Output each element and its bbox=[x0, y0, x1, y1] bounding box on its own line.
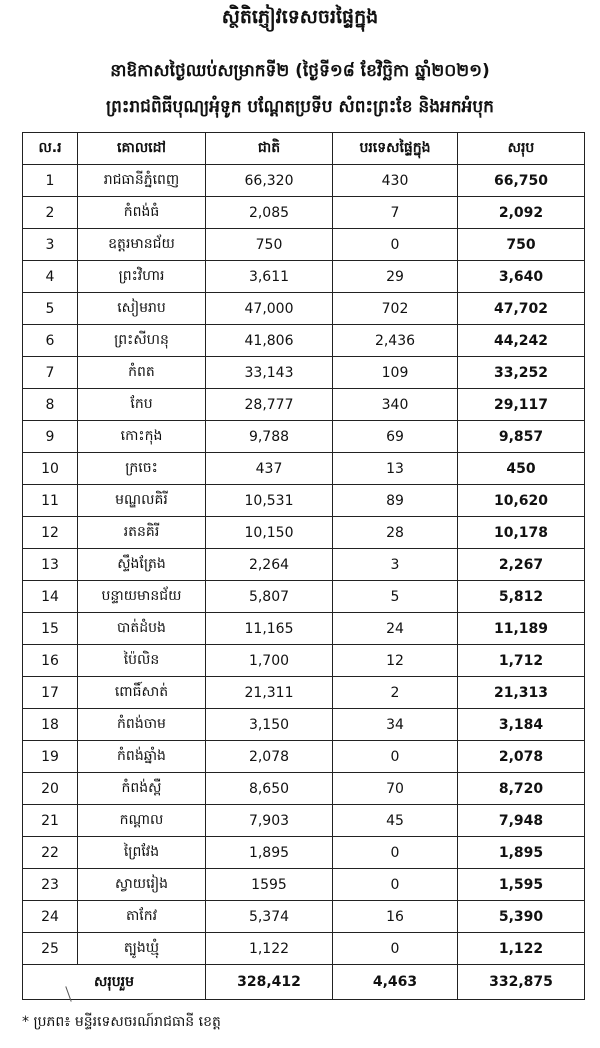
header-destination: គោលដៅ bbox=[78, 133, 206, 165]
row-foreign: 29 bbox=[333, 261, 458, 293]
title-line-2: នាឱកាសថ្ងៃឈប់សម្រាកទី២ (ថ្ងៃទី១៨ ខែវិច្ឆិកា ឆ្នាំ២០២១) bbox=[110, 61, 490, 81]
row-national: 7,903 bbox=[206, 805, 333, 837]
row-national: 2,264 bbox=[206, 549, 333, 581]
row-number: 18 bbox=[23, 709, 78, 741]
row-destination: កំពត bbox=[78, 357, 206, 389]
row-national: 10,531 bbox=[206, 485, 333, 517]
row-number: 25 bbox=[23, 933, 78, 965]
row-foreign: 70 bbox=[333, 773, 458, 805]
row-national: 3,150 bbox=[206, 709, 333, 741]
row-national: 47,000 bbox=[206, 293, 333, 325]
row-destination: តាកែវ bbox=[78, 901, 206, 933]
row-destination: ស្ទឹងត្រែង bbox=[78, 549, 206, 581]
row-total: 44,242 bbox=[458, 325, 585, 357]
row-total: 21,313 bbox=[458, 677, 585, 709]
row-number: 10 bbox=[23, 453, 78, 485]
row-number: 11 bbox=[23, 485, 78, 517]
table-row bbox=[23, 805, 585, 837]
row-destination: ព្រះសីហនុ bbox=[78, 325, 206, 357]
row-foreign: 45 bbox=[333, 805, 458, 837]
row-national: 1,700 bbox=[206, 645, 333, 677]
table-row bbox=[23, 421, 585, 453]
row-destination: កំពង់ស្ពឺ bbox=[78, 773, 206, 805]
row-number: 15 bbox=[23, 613, 78, 645]
row-total: 47,702 bbox=[458, 293, 585, 325]
row-foreign: 0 bbox=[333, 229, 458, 261]
row-national: 1,122 bbox=[206, 933, 333, 965]
row-foreign: 5 bbox=[333, 581, 458, 613]
row-national: 2,085 bbox=[206, 197, 333, 229]
table-row bbox=[23, 165, 585, 197]
title-line-3: ព្រះរាជពិធីបុណ្យអុំទូក បណ្តែតប្រទីប សំពះព្រះខែ និងអកអំបុក bbox=[106, 97, 494, 117]
table-header-row bbox=[23, 133, 585, 165]
row-number: 14 bbox=[23, 581, 78, 613]
row-foreign: 340 bbox=[333, 389, 458, 421]
header-foreign: បរទេសផ្ទៃក្នុង bbox=[333, 133, 458, 165]
row-total: 8,720 bbox=[458, 773, 585, 805]
row-national: 2,078 bbox=[206, 741, 333, 773]
row-destination: ប៉ៃលិន bbox=[78, 645, 206, 677]
row-destination: កំពង់ចាម bbox=[78, 709, 206, 741]
row-destination: ព្រះវិហារ bbox=[78, 261, 206, 293]
row-destination: ត្បូងឃ្មុំ bbox=[78, 933, 206, 965]
row-national: 3,611 bbox=[206, 261, 333, 293]
table-row bbox=[23, 293, 585, 325]
table-body bbox=[23, 165, 585, 965]
row-total: 750 bbox=[458, 229, 585, 261]
table-row bbox=[23, 933, 585, 965]
row-destination: ពោធិ៍សាត់ bbox=[78, 677, 206, 709]
row-national: 41,806 bbox=[206, 325, 333, 357]
row-total: 3,184 bbox=[458, 709, 585, 741]
table-row bbox=[23, 229, 585, 261]
row-number: 24 bbox=[23, 901, 78, 933]
row-foreign: 430 bbox=[333, 165, 458, 197]
row-foreign: 0 bbox=[333, 741, 458, 773]
row-destination: សៀមរាប bbox=[78, 293, 206, 325]
table-row bbox=[23, 869, 585, 901]
row-national: 28,777 bbox=[206, 389, 333, 421]
row-total: 2,092 bbox=[458, 197, 585, 229]
row-foreign: 12 bbox=[333, 645, 458, 677]
row-national: 10,150 bbox=[206, 517, 333, 549]
row-total: 33,252 bbox=[458, 357, 585, 389]
row-foreign: 34 bbox=[333, 709, 458, 741]
row-number: 2 bbox=[23, 197, 78, 229]
row-foreign: 28 bbox=[333, 517, 458, 549]
header-total: សរុប bbox=[458, 133, 585, 165]
row-total: 2,078 bbox=[458, 741, 585, 773]
row-foreign: 24 bbox=[333, 613, 458, 645]
row-foreign: 3 bbox=[333, 549, 458, 581]
table-row bbox=[23, 325, 585, 357]
header-no: ល.រ bbox=[23, 133, 78, 165]
table-row bbox=[23, 389, 585, 421]
row-total: 1,122 bbox=[458, 933, 585, 965]
table-row bbox=[23, 773, 585, 805]
summary-national: 328,412 bbox=[206, 965, 333, 1000]
row-total: 5,390 bbox=[458, 901, 585, 933]
row-destination: បាត់ដំបង bbox=[78, 613, 206, 645]
row-total: 1,895 bbox=[458, 837, 585, 869]
row-total: 1,712 bbox=[458, 645, 585, 677]
summary-label: សរុបរួម bbox=[23, 965, 206, 1000]
source-footnote: * ប្រភព៖ មន្ទីរទេសចរណ៍រាជធានី ខេត្ត bbox=[22, 1014, 221, 1030]
row-destination: រតនគិរី bbox=[78, 517, 206, 549]
row-number: 21 bbox=[23, 805, 78, 837]
row-foreign: 702 bbox=[333, 293, 458, 325]
row-national: 1595 bbox=[206, 869, 333, 901]
table-row bbox=[23, 485, 585, 517]
row-number: 12 bbox=[23, 517, 78, 549]
row-destination: ព្រៃវែង bbox=[78, 837, 206, 869]
row-total: 29,117 bbox=[458, 389, 585, 421]
row-foreign: 109 bbox=[333, 357, 458, 389]
row-destination: ក្រចេះ bbox=[78, 453, 206, 485]
table-row bbox=[23, 197, 585, 229]
title-line-1: ស្ថិតិភ្ញៀវទេសចរផ្ទៃក្នុង bbox=[221, 6, 379, 28]
row-foreign: 0 bbox=[333, 869, 458, 901]
header-national: ជាតិ bbox=[206, 133, 333, 165]
row-national: 11,165 bbox=[206, 613, 333, 645]
row-number: 23 bbox=[23, 869, 78, 901]
row-total: 2,267 bbox=[458, 549, 585, 581]
table-row bbox=[23, 581, 585, 613]
row-national: 8,650 bbox=[206, 773, 333, 805]
row-national: 9,788 bbox=[206, 421, 333, 453]
table-row bbox=[23, 677, 585, 709]
row-total: 11,189 bbox=[458, 613, 585, 645]
row-number: 8 bbox=[23, 389, 78, 421]
row-total: 66,750 bbox=[458, 165, 585, 197]
row-national: 5,374 bbox=[206, 901, 333, 933]
row-destination: កំពង់ឆ្នាំង bbox=[78, 741, 206, 773]
row-destination: ស្វាយរៀង bbox=[78, 869, 206, 901]
row-destination: កំពង់ធំ bbox=[78, 197, 206, 229]
row-number: 9 bbox=[23, 421, 78, 453]
row-destination: មណ្ឌលគិរី bbox=[78, 485, 206, 517]
row-total: 1,595 bbox=[458, 869, 585, 901]
row-foreign: 13 bbox=[333, 453, 458, 485]
row-destination: រាជធានីភ្នំពេញ bbox=[78, 165, 206, 197]
row-foreign: 89 bbox=[333, 485, 458, 517]
row-national: 33,143 bbox=[206, 357, 333, 389]
table-row bbox=[23, 837, 585, 869]
summary-foreign: 4,463 bbox=[333, 965, 458, 1000]
row-foreign: 16 bbox=[333, 901, 458, 933]
row-number: 22 bbox=[23, 837, 78, 869]
row-destination: កណ្តាល bbox=[78, 805, 206, 837]
table-row bbox=[23, 901, 585, 933]
row-destination: បន្ទាយមានជ័យ bbox=[78, 581, 206, 613]
row-number: 7 bbox=[23, 357, 78, 389]
row-total: 10,178 bbox=[458, 517, 585, 549]
table-row bbox=[23, 709, 585, 741]
row-national: 750 bbox=[206, 229, 333, 261]
row-national: 5,807 bbox=[206, 581, 333, 613]
table-row bbox=[23, 357, 585, 389]
row-number: 13 bbox=[23, 549, 78, 581]
row-destination: កោះកុង bbox=[78, 421, 206, 453]
table-row bbox=[23, 261, 585, 293]
row-total: 10,620 bbox=[458, 485, 585, 517]
row-foreign: 69 bbox=[333, 421, 458, 453]
row-number: 5 bbox=[23, 293, 78, 325]
table-row bbox=[23, 645, 585, 677]
row-national: 1,895 bbox=[206, 837, 333, 869]
table-row bbox=[23, 453, 585, 485]
row-national: 437 bbox=[206, 453, 333, 485]
table-row bbox=[23, 549, 585, 581]
row-destination: ឧត្តរមានជ័យ bbox=[78, 229, 206, 261]
row-number: 3 bbox=[23, 229, 78, 261]
row-number: 4 bbox=[23, 261, 78, 293]
row-total: 3,640 bbox=[458, 261, 585, 293]
row-foreign: 2 bbox=[333, 677, 458, 709]
row-total: 5,812 bbox=[458, 581, 585, 613]
summary-total: 332,875 bbox=[458, 965, 585, 1000]
row-foreign: 0 bbox=[333, 933, 458, 965]
row-foreign: 0 bbox=[333, 837, 458, 869]
row-number: 20 bbox=[23, 773, 78, 805]
tourist-statistics-table bbox=[22, 132, 585, 1000]
row-number: 16 bbox=[23, 645, 78, 677]
row-national: 66,320 bbox=[206, 165, 333, 197]
row-national: 21,311 bbox=[206, 677, 333, 709]
table-row bbox=[23, 741, 585, 773]
table-row bbox=[23, 613, 585, 645]
row-total: 450 bbox=[458, 453, 585, 485]
summary-row bbox=[23, 965, 585, 1000]
row-foreign: 7 bbox=[333, 197, 458, 229]
row-number: 17 bbox=[23, 677, 78, 709]
row-destination: កែប bbox=[78, 389, 206, 421]
row-number: 6 bbox=[23, 325, 78, 357]
row-number: 19 bbox=[23, 741, 78, 773]
row-total: 7,948 bbox=[458, 805, 585, 837]
row-foreign: 2,436 bbox=[333, 325, 458, 357]
row-number: 1 bbox=[23, 165, 78, 197]
row-total: 9,857 bbox=[458, 421, 585, 453]
table-row bbox=[23, 517, 585, 549]
